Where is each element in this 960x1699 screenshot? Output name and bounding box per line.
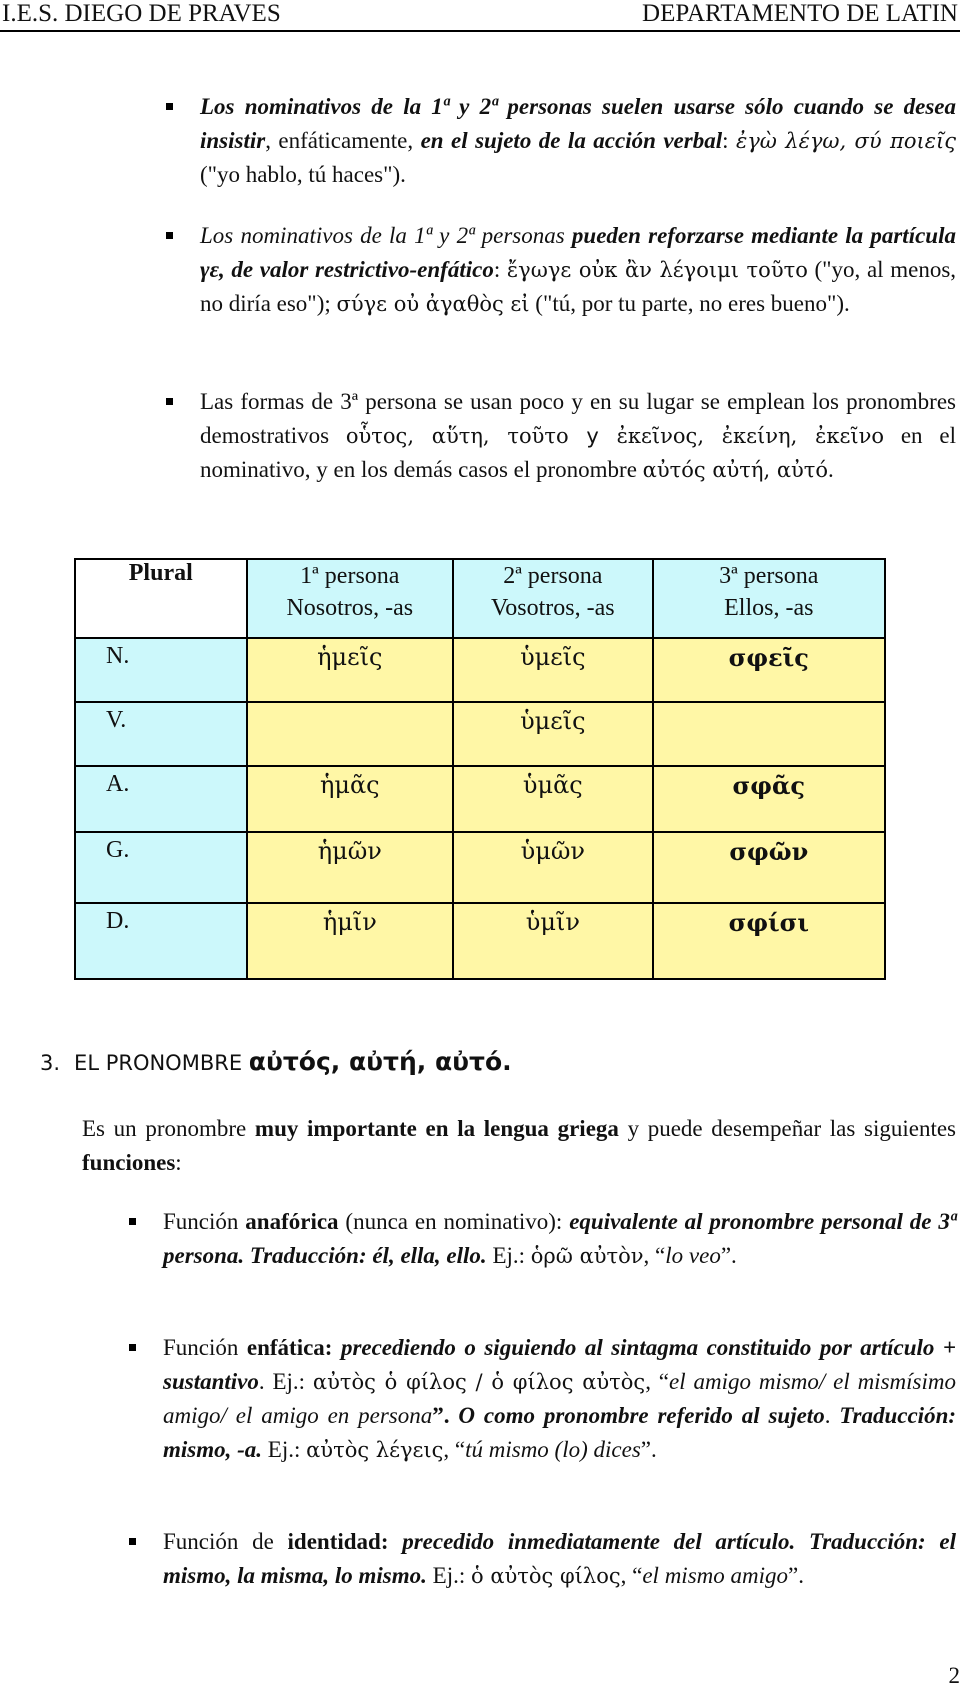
table-row — [75, 832, 885, 903]
table-cell: σφίσι — [653, 903, 885, 979]
bullet-marker — [129, 1344, 136, 1351]
bullet-text: : — [722, 128, 736, 153]
page-number: 2 — [948, 1663, 960, 1688]
table-cell: σφῶν — [653, 832, 885, 903]
bullet-text: ”. — [432, 1403, 459, 1428]
greek-example: αὐτὸς λέγεις — [306, 1438, 444, 1462]
bullet-text: ("tú, por tu parte, no eres bueno"). — [529, 291, 850, 316]
table-cell: ὑμεῖς — [453, 638, 653, 702]
bullet-ge-particle — [200, 219, 956, 321]
department-name: DEPARTAMENTO DE LATIN — [642, 0, 958, 27]
bullet-marker — [166, 103, 173, 110]
bullet-text: , “ — [645, 1369, 670, 1394]
table-cell: σφᾶς — [653, 766, 885, 832]
greek-example: ὁ αὐτὸς φίλος — [471, 1564, 621, 1588]
bullet-text: Función — [163, 1335, 247, 1360]
bullet-text: Traducción: mismo, -a. — [163, 1403, 957, 1462]
table-cell: ἡμεῖς — [247, 638, 454, 702]
bullet-nominative-usage — [200, 90, 956, 192]
bullet-text: y — [568, 424, 617, 448]
table-row — [75, 766, 885, 832]
greek-example: ἔγωγε οὐκ ἂν λέγοιμι τοῦτο — [506, 258, 808, 282]
row-label: D. — [75, 903, 247, 979]
bullet-text: ”. — [640, 1437, 657, 1462]
bullet-text: , “ — [443, 1437, 466, 1462]
bullet-text: precedido inmediatamente del artículo. Traducción: el mismo, la misma, lo mismo. — [163, 1529, 956, 1588]
function-emphatic — [163, 1331, 956, 1467]
table-cell: ὑμᾶς — [453, 766, 653, 832]
bullet-text: Ej.: — [262, 1437, 307, 1462]
table-cell: ὑμῶν — [453, 832, 653, 903]
greek-example: σύγε οὐ ἀγαθὸς εἰ — [336, 292, 530, 316]
column-header: 1ª persona Nosotros, -as — [247, 559, 454, 638]
bullet-text: pueden reforzarse mediante la partícula — [571, 223, 956, 248]
bullet-text: Los nominativos de la 1ª y 2ª personas suelen usarse sólo cuando se desea insistir — [200, 94, 956, 153]
table-row — [75, 702, 885, 766]
greek-example: ἐγὼ λέγω, σύ ποιεῖς — [735, 129, 956, 153]
bullet-text: el mismo amigo — [642, 1563, 789, 1588]
section-greek-title: αὐτός, αὐτή, αὐτό. — [248, 1047, 512, 1076]
bullet-text: , “ — [643, 1243, 666, 1268]
intro-paragraph — [82, 1112, 956, 1180]
table-cell: ἡμᾶς — [247, 766, 454, 832]
table-cell: ἡμῖν — [247, 903, 454, 979]
column-header: 2ª persona Vosotros, -as — [453, 559, 653, 638]
greek-example: ὁρῶ αὐτὸν — [530, 1244, 644, 1268]
bullet-text: anafórica — [245, 1209, 339, 1234]
row-label: A. — [75, 766, 247, 832]
bullet-marker — [129, 1218, 136, 1225]
bullet-marker — [166, 398, 173, 405]
bullet-text: equivalente al pronombre personal de 3ª persona. Traducción: él, ella, ello. — [163, 1209, 956, 1268]
bullet-text: el amigo mismo/ el mismísimo amigo/ el amigo en persona — [163, 1369, 956, 1428]
bullet-text: ”. — [720, 1243, 737, 1268]
bullet-text: O como pronombre referido al sujeto — [458, 1403, 825, 1428]
bullet-text: en el nominativo, y en los demás casos el pronombre — [200, 423, 957, 482]
greek-example: οὗτος, αὕτη, τοῦτο — [345, 424, 569, 448]
column-header: 3ª persona Ellos, -as — [653, 559, 885, 638]
bullet-text — [389, 1529, 403, 1554]
bullet-text: Función de — [163, 1529, 288, 1554]
bullet-text: Ej.: — [426, 1563, 471, 1588]
function-identity — [163, 1525, 956, 1593]
school-name: I.E.S. DIEGO DE PRAVES — [2, 0, 281, 27]
bullet-text: Función — [163, 1209, 246, 1234]
bullet-text: ("yo, al menos, no diría eso"); — [200, 257, 957, 316]
paragraph-text: muy importante en la lengua griega — [254, 1116, 619, 1141]
greek-example: ἐκεῖνος, ἐκείνη, ἐκεῖνο — [616, 424, 884, 448]
section-number: 3. — [40, 1051, 61, 1075]
paragraph-text: funciones — [82, 1150, 176, 1175]
row-label: G. — [75, 832, 247, 903]
greek-example: αὐτός αὐτή, αὐτό — [642, 458, 829, 482]
bullet-marker — [166, 232, 173, 239]
bullet-text: Ej.: — [486, 1243, 531, 1268]
bullet-text: lo veo — [665, 1243, 721, 1268]
bullet-text: Los nominativos de la 1ª y 2ª personas — [200, 223, 572, 248]
bullet-text: precediendo o siguiendo al sintagma constituido por artículo + sustantivo — [163, 1335, 957, 1394]
table-header-row — [75, 559, 885, 638]
bullet-text: identidad: — [287, 1529, 389, 1554]
bullet-text: . Ej.: — [258, 1369, 313, 1394]
table-cell: σφεῖς — [653, 638, 885, 702]
section-heading — [40, 1045, 512, 1080]
bullet-text: de valor restrictivo-enfático — [231, 257, 494, 282]
bullet-text: , — [219, 257, 232, 282]
section-title: EL PRONOMBRE — [74, 1051, 249, 1075]
table-cell: ὑμεῖς — [453, 702, 653, 766]
plural-pronoun-table — [74, 558, 886, 980]
paragraph-text: : — [175, 1150, 182, 1175]
greek-example: αὐτὸς ὁ φίλος / ὁ φίλος αὐτὸς — [312, 1370, 646, 1394]
bullet-text: , “ — [620, 1563, 643, 1588]
bullet-text: tú mismo (lo) dices — [465, 1437, 641, 1462]
table-row — [75, 903, 885, 979]
bullet-text — [332, 1335, 340, 1360]
bullet-text: ”. — [788, 1563, 804, 1588]
bullet-text: (nunca en nominativo): — [338, 1209, 570, 1234]
paragraph-text: y puede desempeñar las siguientes — [618, 1116, 956, 1141]
bullet-third-person — [200, 385, 956, 487]
bullet-text: enfática: — [246, 1335, 333, 1360]
table-cell: ὑμῖν — [453, 903, 653, 979]
page-header — [0, 0, 960, 32]
bullet-text: ("yo hablo, tú haces"). — [200, 162, 406, 187]
table-cell — [653, 702, 885, 766]
row-label: N. — [75, 638, 247, 702]
bullet-marker — [129, 1538, 136, 1545]
paragraph-text: Es un pronombre — [82, 1116, 255, 1141]
table-corner: Plural — [75, 559, 247, 638]
bullet-text: : — [493, 257, 507, 282]
row-label: V. — [75, 702, 247, 766]
bullet-text: en el sujeto de la acción verbal — [420, 128, 723, 153]
bullet-text: , enfáticamente, — [265, 128, 421, 153]
table-cell — [247, 702, 454, 766]
table-row — [75, 638, 885, 702]
function-anaphoric — [163, 1205, 956, 1273]
bullet-text: . — [828, 457, 834, 482]
bullet-text: Las formas de 3ª persona se usan poco y en su lugar se emplean los pronombres demostrativos — [200, 389, 956, 448]
greek-example: γε — [200, 257, 220, 282]
bullet-text: . — [824, 1403, 840, 1428]
table-cell: ἡμῶν — [247, 832, 454, 903]
